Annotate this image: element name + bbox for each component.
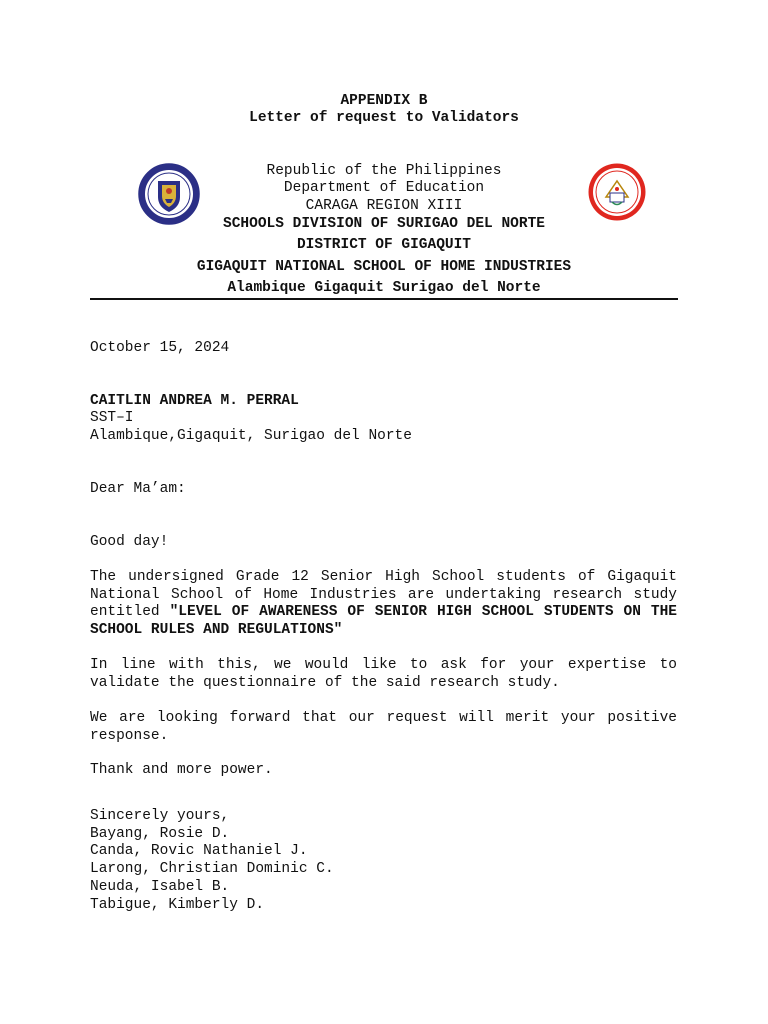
recipient-position: SST–I xyxy=(90,410,134,426)
header-divider xyxy=(90,298,678,300)
signatory-name: Canda, Rovic Nathaniel J. xyxy=(90,843,308,860)
appendix-label: APPENDIX B xyxy=(340,93,428,109)
signatory-name: Bayang, Rosie D. xyxy=(90,825,230,842)
letter-date: October 15, 2024 xyxy=(90,340,230,356)
appendix-subtitle: Letter of request to Validators xyxy=(249,110,519,126)
paragraph-request: In line with this, we would like to ask for your expertise to validate the questionnaire of the said research study. xyxy=(90,657,677,691)
research-title: "LEVEL OF AWARENESS OF SENIOR HIGH SCHOOL STUDENTS ON THE SCHOOL RULES AND REGULATIONS" xyxy=(90,604,677,638)
signatory-name: Larong, Christian Dominic C. xyxy=(90,861,334,878)
republic-line: Republic of the Philippines xyxy=(266,163,502,179)
closing-line: Thank and more power. xyxy=(90,762,273,778)
signatory-name: Neuda, Isabel B. xyxy=(90,878,230,895)
recipient-name: CAITLIN ANDREA M. PERRAL xyxy=(90,393,299,409)
paragraph-hope: We are looking forward that our request will merit your positive response. xyxy=(90,710,677,744)
school-seal-icon xyxy=(588,163,646,221)
division-line: SCHOOLS DIVISION OF SURIGAO DEL NORTE xyxy=(223,216,545,232)
greeting: Good day! xyxy=(90,534,169,550)
paragraph-intro xyxy=(90,569,677,639)
region-line: CARAGA REGION XIII xyxy=(305,198,463,214)
department-line: Department of Education xyxy=(283,180,485,196)
signatory-name: Tabigue, Kimberly D. xyxy=(90,896,265,913)
salutation: Dear Ma’am: xyxy=(90,481,186,497)
sign-off: Sincerely yours, xyxy=(90,808,230,824)
signature-block xyxy=(90,808,334,914)
paragraph-intro-text: The undersigned Grade 12 Senior High School students of Gigaquit National School of Home Industries are undertaking research study entitled xyxy=(90,569,677,620)
school-line: GIGAQUIT NATIONAL SCHOOL OF HOME INDUSTRIES xyxy=(196,259,572,275)
address-line: Alambique Gigaquit Surigao del Norte xyxy=(227,280,541,296)
district-line: DISTRICT OF GIGAQUIT xyxy=(296,237,472,253)
recipient-address: Alambique,Gigaquit, Surigao del Norte xyxy=(90,428,412,444)
